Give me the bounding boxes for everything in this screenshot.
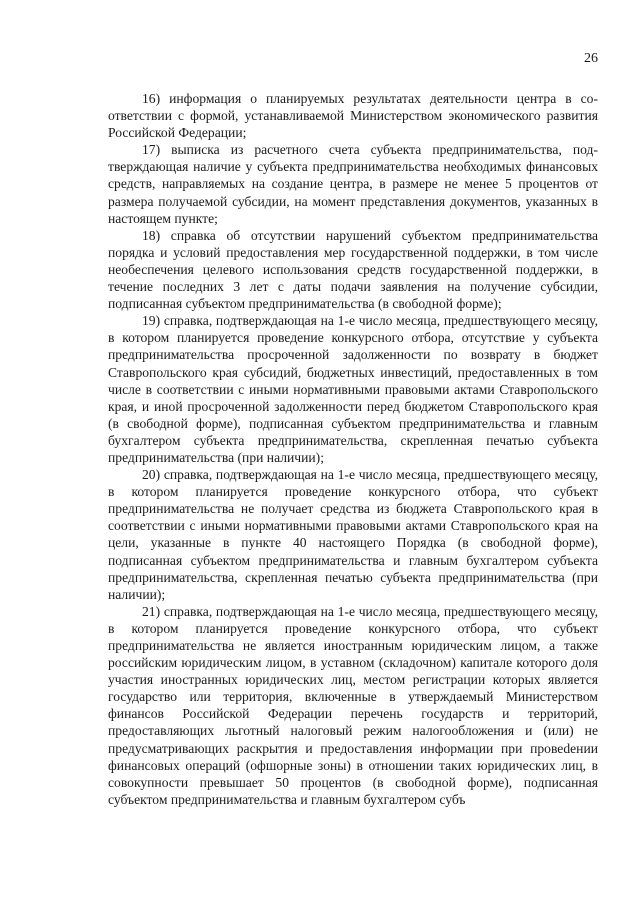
list-item-20: 20) справка, подтверждающая на 1-е число месяца, предшествующего месяцу, в котором планируется проведение конкурсного отбора, что субъект предпринимательства не получает средства из бюджета Ставропольского края в соответствии с иными нормативными правовыми актами Ставропольского края на цели, указанные в пункте 40 настоящего Порядка (в свободной форме), подписанная субъектом предпринимательства и главным бухгалтером субъекта предпринимательства, скрепленная печатью субъекта предпринимательства (при наличии); [108, 467, 598, 602]
list-item-17: 17) выписка из расчетного счета субъекта предпринимательства, подтверждающая наличие у субъекта предпринимательства необходимых финансовых средств, направляемых на создание центра, в размере не менее 5 процентов от размера получаемой субсидии, на момент представления документов, указанных в настоящем пункте; [108, 142, 598, 226]
document-body [108, 90, 598, 808]
list-item-18: 18) справка об отсутствии нарушений субъектом предпринимательства порядка и условий предоставления мер государственной поддержки, в том числе необеспечения целевого использования средств государственной поддержки, в течение последних 3 лет с даты подачи заявления на получение субсидии, подписанная субъектом предпринимательства (в свободной форме); [108, 227, 598, 312]
page-number: 26 [584, 51, 598, 66]
list-item-19: 19) справка, подтверждающая на 1-е число месяца, предшествующего месяцу, в котором планируется проведение конкурсного отбора, отсутствие у субъекта предпринимательства просроченной задолженности по возврату в бюджет Ставропольского края субсидий, бюджетных инвестиций, предоставленных в том числе в соответствии с иными нормативными правовыми актами Ставропольского края, и иной просроченной задолженности перед бюджетом Ставропольского края (в свободной форме), подписанная субъектом предпринимательства и главным бухгалтером субъекта предпринимательства, скрепленная печатью субъекта предпринимательства (при наличии); [108, 313, 598, 465]
list-item-21: 21) справка, подтверждающая на 1-е число месяца, предшествующего месяцу, в котором планируется проведение конкурсного отбора, что субъект предпринимательства не является иностранным юридическим лицом, а также российским юридическим лицом, в уставном (складочном) капитале которого доля участия иностранных юридических лиц, местом регистрации которых является государство или территория, включенные в утверждаемый Министерством финансов Российской Федерации перечень государств и территорий, предоставляющих льготный налоговый режим налогообложения и (или) не предусматривающих раскрытия и предоставления информации при провеdении финансовых операций (офшорные зоны) в отношении таких юридических лиц, в совокупности превышает 50 процентов (в свободной форме), подписанная субъектом предпринимательства и главным бухгалтером субъ [108, 603, 598, 807]
list-item-16: 16) информация о планируемых результатах деятельности центра в соответствии с формой, устанавливаемой Министерством экономического развития Российской Федерации; [108, 91, 598, 141]
